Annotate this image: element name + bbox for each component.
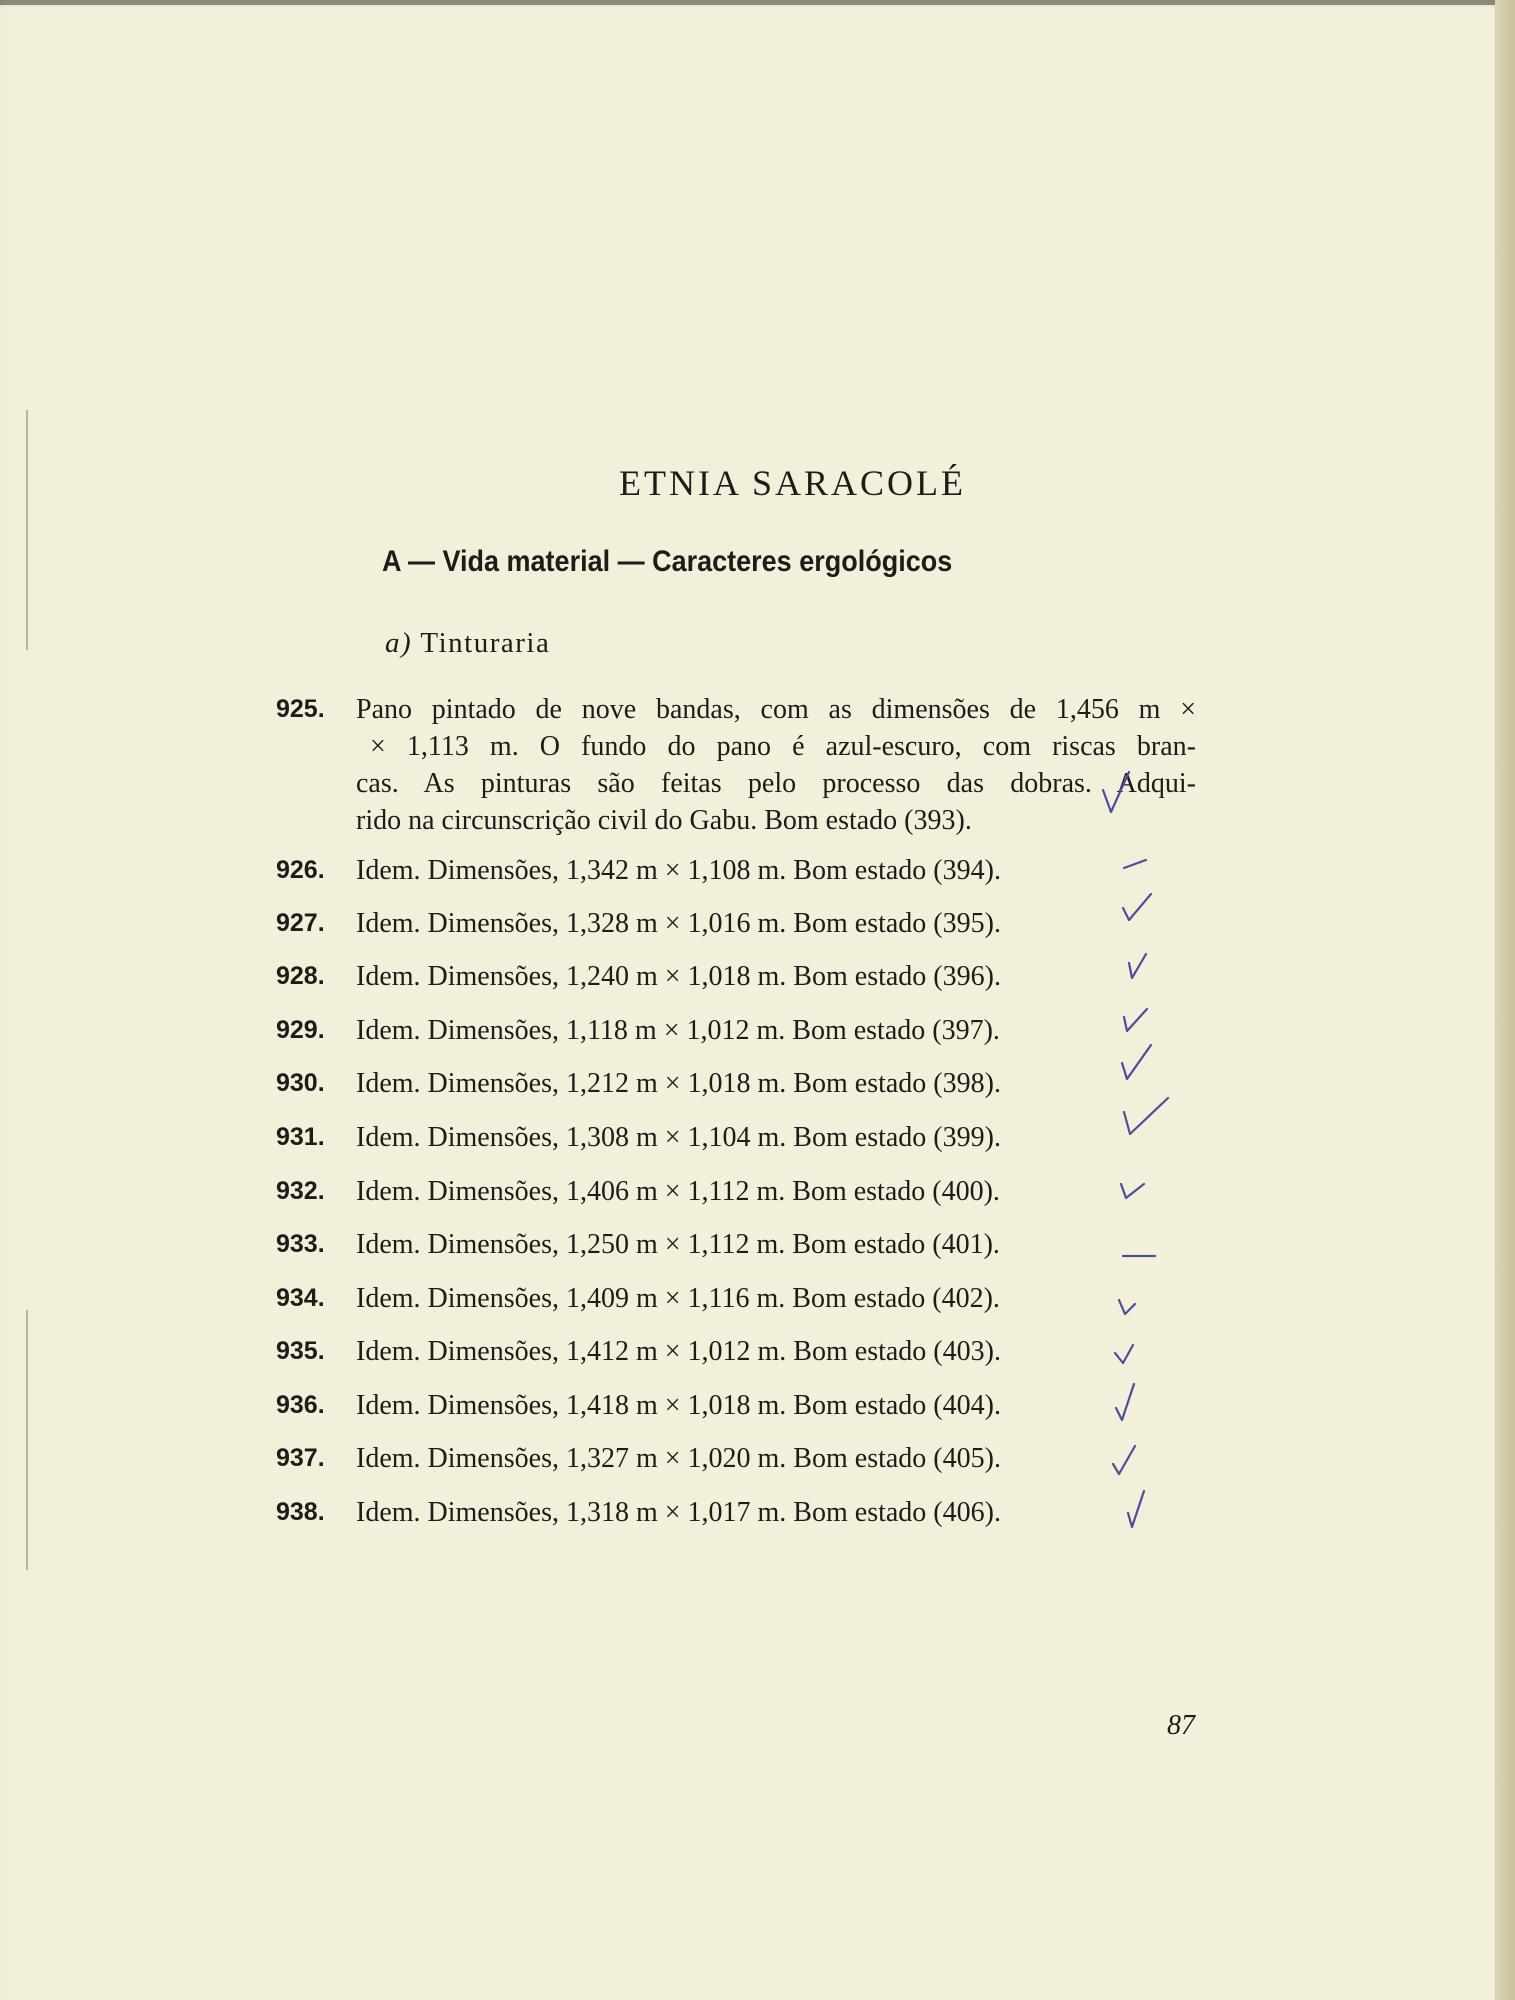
entry-text: Idem. Dimensões, 1,318 m × 1,017 m. Bom estado (406). bbox=[356, 1497, 1001, 1528]
section-heading bbox=[385, 627, 550, 660]
check-mark-icon bbox=[1115, 1345, 1133, 1363]
entry-number: 938. bbox=[276, 1498, 325, 1526]
entry-number: 937. bbox=[276, 1444, 325, 1472]
adjacent-page-edge bbox=[1497, 0, 1515, 2000]
entry-text: Idem. Dimensões, 1,406 m × 1,112 m. Bom estado (400). bbox=[356, 1176, 1000, 1207]
entry-number: 934. bbox=[276, 1284, 325, 1312]
check-mark-icon bbox=[1113, 1446, 1135, 1474]
section-name: Tinturaria bbox=[420, 627, 551, 659]
entry-text: Idem. Dimensões, 1,212 m × 1,018 m. Bom estado (398). bbox=[356, 1068, 1001, 1099]
entry-number: 932. bbox=[276, 1177, 325, 1205]
check-mark-icon bbox=[1121, 1184, 1144, 1198]
entry-number: 925. bbox=[276, 695, 325, 723]
page-number: 87 bbox=[1167, 1710, 1195, 1741]
check-mark-icon bbox=[1124, 1009, 1147, 1031]
entry-text: Idem. Dimensões, 1,308 m × 1,104 m. Bom estado (399). bbox=[356, 1122, 1001, 1153]
section-letter: a) bbox=[385, 627, 413, 659]
entry-text: Idem. Dimensões, 1,328 m × 1,016 m. Bom estado (395). bbox=[356, 908, 1001, 939]
entry-number: 930. bbox=[276, 1069, 325, 1097]
check-mark-icon bbox=[1119, 1300, 1135, 1314]
entry-number: 935. bbox=[276, 1337, 325, 1365]
entry-line: Pano pintado de nove bandas, com as dimensões de 1,456 m × bbox=[356, 694, 1196, 725]
check-mark-icon bbox=[1128, 1491, 1144, 1527]
check-mark-icon bbox=[1123, 894, 1151, 920]
entry-line: rido na circunscrição civil do Gabu. Bom estado (393). bbox=[356, 805, 972, 836]
entry-number: 926. bbox=[276, 856, 325, 884]
entry-number: 936. bbox=[276, 1391, 325, 1419]
entry-text: Idem. Dimensões, 1,240 m × 1,018 m. Bom estado (396). bbox=[356, 961, 1001, 992]
page-top-edge bbox=[0, 0, 1495, 5]
margin-fold-mark bbox=[26, 1310, 28, 1570]
entry-text: Idem. Dimensões, 1,418 m × 1,018 m. Bom estado (404). bbox=[356, 1390, 1001, 1421]
check-mark-icon bbox=[1122, 1045, 1151, 1079]
entry-text: Idem. Dimensões, 1,250 m × 1,112 m. Bom estado (401). bbox=[356, 1229, 1000, 1260]
check-mark-icon bbox=[1129, 954, 1146, 978]
entry-text: Idem. Dimensões, 1,342 m × 1,108 m. Bom estado (394). bbox=[356, 855, 1001, 886]
entry-line: cas. As pinturas são feitas pelo processo das dobras. Adqui- bbox=[356, 768, 1196, 799]
entry-text: Idem. Dimensões, 1,327 m × 1,020 m. Bom estado (405). bbox=[356, 1443, 1001, 1474]
entry-text: Idem. Dimensões, 1,118 m × 1,012 m. Bom estado (397). bbox=[356, 1015, 1000, 1046]
entry-number: 927. bbox=[276, 909, 325, 937]
page-subtitle: A — Vida material — Caracteres ergológicos bbox=[382, 545, 953, 578]
entry-number: 931. bbox=[276, 1123, 325, 1151]
entry-text: Idem. Dimensões, 1,412 m × 1,012 m. Bom estado (403). bbox=[356, 1336, 1001, 1367]
entry-text: Idem. Dimensões, 1,409 m × 1,116 m. Bom estado (402). bbox=[356, 1283, 1000, 1314]
page-title: ETNIA SARACOLÉ bbox=[619, 463, 966, 503]
entry-description bbox=[356, 691, 1196, 839]
check-mark-icon bbox=[1124, 1098, 1168, 1134]
entry-number: 933. bbox=[276, 1230, 325, 1258]
entry-line: × 1,113 m. O fundo do pano é azul-escuro, com riscas bran- bbox=[370, 731, 1196, 762]
check-mark-icon bbox=[1116, 1384, 1134, 1420]
entry-number: 929. bbox=[276, 1016, 325, 1044]
dash-mark-icon bbox=[1124, 860, 1146, 868]
margin-fold-mark bbox=[26, 410, 28, 650]
entry-number: 928. bbox=[276, 962, 325, 990]
